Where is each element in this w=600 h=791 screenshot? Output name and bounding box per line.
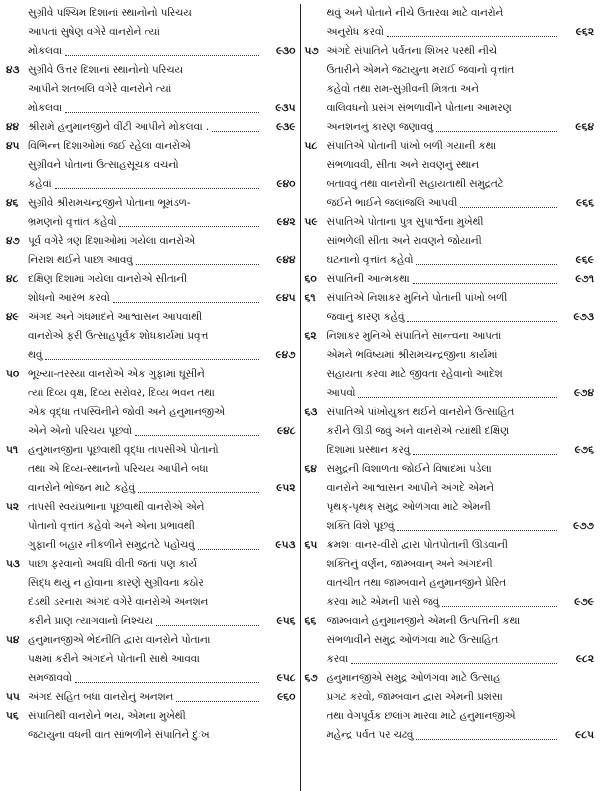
page-number: ૯૬૨: [575, 26, 594, 38]
entry-title-lastline: [28, 251, 296, 270]
entry-title-line: સમુદ્રની વિશાળતા જોઈને વિષાદમાં પડેલા: [326, 463, 492, 475]
toc-entry: [6, 707, 296, 745]
leader-dots: [138, 492, 259, 493]
leader-dots: [119, 226, 258, 227]
page-number: ૯૪૪: [276, 254, 296, 266]
entry-title: [28, 61, 296, 118]
entry-number: ૬૫: [304, 539, 318, 551]
entry-title: [326, 137, 594, 213]
entry-title-line: વાનરોએ ફરી ઉત્સાહપૂર્વક શોધકાર્યમાં પ્રવૃત્ત: [28, 330, 209, 342]
page-number: ૯૭૭: [573, 520, 594, 532]
entry-title-line: ક્રમશઃ વાનર-વીરો દ્વારા પોતપોતાની ઊડવાની: [326, 539, 508, 551]
entry-title-line: નિશાકર મુનિએ સંપાતિને સાન્ત્વના આપતાં: [326, 330, 502, 342]
leader-dots: [113, 302, 259, 303]
toc-entry: [304, 403, 594, 460]
leader-dots: [436, 131, 557, 132]
entry-number: ૬૪: [304, 463, 317, 475]
entry-title: [326, 669, 594, 745]
entry-title-lastline: [326, 384, 594, 403]
entry-title: [28, 631, 296, 688]
entry-title-line: થવું અને પોતાને નીચે ઉતારવા માટે વાનરોને: [326, 7, 504, 19]
entry-title-line: સુગ્રીવને પોતાનાં ઉત્સાહસૂચક વચનો: [28, 159, 179, 171]
entry-title-line: કહેવો તથા રામ-સુગ્રીવની મિત્રતા અને: [326, 83, 479, 95]
entry-title: [28, 498, 296, 555]
entry-number: ૪૬: [6, 197, 19, 209]
entry-title-line: ત્યાં દિવ્ય વૃક્ષ, દિવ્ય સરોવર, દિવ્ય ભવન તથા: [28, 387, 215, 399]
toc-column-left: [6, 4, 296, 791]
entry-title-line: અંગદ સહિત બધા વાનરોનું અનશન: [28, 691, 174, 703]
leader-dots: [65, 55, 259, 56]
entry-title-lastline: [28, 346, 296, 365]
toc-entry: [304, 213, 594, 270]
leader-dots: [413, 454, 557, 455]
entry-title-line: હનુમાનજીએ સમુદ્ર ઓળંગવા માટે ઉત્સાહ: [326, 672, 501, 684]
entry-title-line: સુગ્રીવે પશ્ચિમ દિશાનાં સ્થાનોનો પરિચય: [28, 7, 192, 19]
entry-number: ૫૭: [304, 45, 319, 57]
entry-title-line: અંગદે સંપાતિને પર્વતના શિખર પરથી નીચે: [326, 45, 497, 57]
entry-title-line: સહાયતા કરવા માટે જીવતા રહેવાનો આદેશ: [326, 368, 503, 380]
entry-title: [28, 308, 296, 365]
entry-title: [28, 441, 296, 498]
leader-dots: [397, 530, 557, 531]
entry-title-lastline: [28, 479, 296, 498]
entry-title-line: ઘટનાનો વૃત્તાંત કહેવો: [326, 254, 414, 266]
page-number: ૯૭૬: [574, 444, 594, 456]
entry-title-line: ગુફાની બહાર નીકળીને સમુદ્રતટે પહોંચવું: [28, 539, 195, 551]
entry-title-lastline: [326, 270, 594, 289]
entry-title-line: પૃથક્-પૃથક્ સમુદ્ર ઓળંગવા માટે એમની: [326, 501, 491, 513]
entry-title-line: અંગદ અને ગંધમાદને આશ્વાસન આપવાથી: [28, 311, 203, 323]
entry-title-line: સાંભળેલી સીતા અને રાવણને જોયાની: [326, 235, 482, 247]
entry-title-line: હનુમાનજીએ ભેદનીતિ દ્વારા વાનરોને પોતાના: [28, 634, 211, 646]
toc-entry: [6, 688, 296, 707]
entry-number: ૫૮: [304, 140, 318, 152]
entry-title: [28, 137, 296, 194]
entry-title-lastline: [28, 213, 296, 232]
entry-title-line: તાપસી સ્વયંપ્રભાના પૂછવાથી વાનરોએ એને: [28, 501, 205, 513]
leader-dots: [65, 112, 259, 113]
entry-title-line: પાછા ફરવાનો અવધિ વીતી જતાં પણ કાર્ય: [28, 558, 197, 570]
entry-title-line: જવાનું કારણ કહેવું: [326, 311, 405, 323]
entry-title-lastline: [28, 422, 296, 441]
toc-entry: [6, 232, 296, 270]
entry-title-lastline: [28, 688, 296, 707]
leader-dots: [198, 549, 259, 550]
toc-entry: [6, 137, 296, 194]
toc-entry: [6, 61, 296, 118]
page-number: ૯૭૩: [573, 311, 594, 323]
entry-title-line: સુગ્રીવે શ્રીરામચન્દ્રજીને પોતાના ભૂમંડળ-: [28, 197, 191, 209]
entry-title: [28, 707, 296, 745]
entry-title-line: ઉતારીને એમને જટાયુના મરાઈ જવાનો વૃત્તાંત: [326, 64, 515, 76]
page-number: ૯૩૦: [275, 45, 296, 57]
entry-title-line: કરીને ઊડી જવું અને વાનરોએ ત્યાંથી દક્ષિણ: [326, 425, 510, 437]
entry-title-line: સંપાતિથી વાનરોને ભય, એમના મુખેથી: [28, 710, 186, 722]
entry-title-line: વિભિન્ન દિશાઓમાં જઈ રહેલા વાનરોએ: [28, 140, 191, 152]
entry-number: ૫૪: [6, 634, 20, 646]
entry-title-line: મોકલવા: [28, 45, 62, 57]
entry-title-lastline: [326, 23, 594, 42]
toc-entry: [6, 365, 296, 441]
entry-number: ૪૪: [6, 121, 20, 133]
toc-entry: [6, 194, 296, 232]
entry-title: [28, 555, 296, 631]
page-number: ૯૭૪: [573, 387, 594, 399]
toc-entry: [6, 631, 296, 688]
entry-title-line: સંપાતિએ નિશાકર મુનિને પોતાની પાંખો બળી: [326, 292, 508, 304]
entry-title-line: થવું: [28, 349, 43, 361]
entry-title-line: વાલિવધનો પ્રસંગ સંભળાવીને પોતાના આમરણ: [326, 102, 512, 114]
page-number: ૯૫૩: [275, 539, 296, 551]
toc-entry: [304, 327, 594, 403]
entry-title-line: એક વૃદ્ધા તપસ્વિનીને જોવી અને હનુમાનજીએ: [28, 406, 225, 418]
toc-entry: [304, 137, 594, 213]
entry-title-line: ભૂખ્યા-તરસ્યા વાનરોએ એક ગુફામાં ઘૂસીને: [28, 368, 205, 380]
entry-title-line: પોતાનો વૃત્તાંત કહેવો અને એના પ્રભાવથી: [28, 520, 195, 532]
page-number: ૯૪૨: [276, 216, 296, 228]
leader-dots: [45, 359, 258, 360]
entry-title: [28, 365, 296, 441]
toc-entry: [6, 498, 296, 555]
entry-title-lastline: [326, 118, 594, 137]
leader-dots: [416, 739, 557, 740]
entry-title-line: એમને ભવિષ્યમાં શ્રીરામચન્દ્રજીના કાર્યમાં: [326, 349, 498, 361]
entry-title: [326, 4, 594, 42]
entry-title-line: સંપાતિએ પોતાની પાંખો બળી ગયાની કથા: [326, 140, 497, 152]
entry-title: [326, 270, 594, 289]
entry-title-lastline: [28, 118, 296, 137]
page-number: ૯૪૭: [275, 349, 296, 361]
entry-title-lastline: [326, 251, 594, 270]
entry-title: [326, 460, 594, 536]
toc-entry: [304, 270, 594, 289]
entry-title-line: બતાવવું તથા વાનરોની સહાયતાથી સમુદ્રતટે: [326, 178, 504, 190]
entry-title: [28, 118, 296, 137]
entry-title-line: દિશામાં પ્રસ્થાન કરવું: [326, 444, 411, 456]
entry-title-line: કહેવાં: [28, 178, 52, 190]
entry-title-lastline: [28, 669, 296, 688]
entry-title-lastline: [326, 517, 594, 536]
entry-title-line: આપવો: [326, 387, 356, 399]
entry-number: ૪૭: [6, 235, 20, 247]
leader-dots: [136, 264, 259, 265]
entry-number: ૬૭: [304, 672, 318, 684]
toc-entry: [6, 118, 296, 137]
toc-entry: [6, 4, 296, 61]
entry-title-line: હનુમાનજીના પૂછવાથી વૃદ્ધા તાપસીએ પોતાનો: [28, 444, 219, 456]
leader-dots: [156, 625, 259, 626]
entry-title: [28, 688, 296, 707]
page-number: ૯૪૮: [276, 425, 296, 437]
entry-title-line: જટાયુના વધની વાત સાંભળીને સંપાતિને દુઃખ: [28, 729, 210, 741]
toc-entry: [304, 460, 594, 536]
entry-title-line: આપીને શતબલિ વગેરે વાનરોને ત્યાં: [28, 83, 172, 95]
toc-entry: [304, 536, 594, 612]
entry-title-line: સુગ્રીવે ઉત્તર દિશાનાં સ્થાનોનો પરિચય: [28, 64, 183, 76]
entry-number: ૫૩: [6, 558, 20, 570]
entry-title-lastline: [28, 175, 296, 194]
entry-title: [326, 612, 594, 669]
entry-title-line: સંભળાવીને સમુદ્ર ઓળંગવા માટે ઉત્સાહિત: [326, 634, 499, 646]
entry-number: ૫૨: [6, 501, 20, 513]
entry-number: ૬૨: [304, 330, 317, 342]
entry-title-line: દક્ષિણ દિશામાં ગયેલા વાનરોએ સીતાની: [28, 273, 187, 285]
page-number: ૯૬૪: [575, 121, 594, 133]
entry-title-line: પ્રગટ કરવો, જામ્બવાન દ્વારા એમની પ્રશંસા: [326, 691, 503, 703]
entry-title-line: શક્તિનું વર્ણન, જામ્બવાન્ અને અંગદની: [326, 558, 493, 570]
entry-title-line: સિદ્ધ થયું ન હોવાના કારણે સુગ્રીવના કઠોર: [28, 577, 204, 589]
entry-title-line: તથા વેગપૂર્વક છલાંગ મારવા માટે હનુમાનજીએ: [326, 710, 516, 722]
page-number: ૯૭૯: [574, 596, 594, 608]
entry-title-line: એને એનો પરિચય પૂછવો: [28, 425, 133, 437]
leader-dots: [75, 682, 259, 683]
entry-title: [326, 213, 594, 270]
entry-title-line: વાનરોને આશ્વાસન આપીને અંગદે એમને: [326, 482, 494, 494]
entry-number: ૬૩: [304, 406, 318, 418]
page-number: ૯૬૯: [575, 254, 594, 266]
entry-title-lastline: [28, 99, 296, 118]
entry-title-line: અનશનનું કારણ જણાવવું: [326, 121, 434, 133]
entry-title-line: સંપાતિએ પાંખોયુક્ત થઈને વાનરોને ઉત્સાહિત: [326, 406, 515, 418]
entry-title-line: શક્તિ વિશે પૂછવું: [326, 520, 395, 532]
leader-dots: [407, 321, 557, 322]
entry-number: ૫૫: [6, 691, 20, 703]
entry-title-line: કરવા માટે એમની પાસે જવું: [326, 596, 440, 608]
entry-title-lastline: [326, 308, 594, 327]
page-number: ૯૫૨: [276, 482, 296, 494]
page-number: ૯૩૫: [275, 102, 296, 114]
toc-column-right: [304, 4, 594, 791]
page-number: ૯૫૮: [276, 672, 296, 684]
entry-title: [28, 232, 296, 270]
toc-entry: [304, 289, 594, 327]
entry-title-lastline: [326, 194, 594, 213]
entry-title-line: પક્ષમાં કરીને અંગદને પોતાની સાથે આવવા: [28, 653, 200, 665]
entry-title-line: દંડથી ડરનારા અંગદ વગેરે વાનરોએ અનશન: [28, 596, 209, 608]
leader-dots: [358, 397, 557, 398]
page-number: ૯૮૫: [575, 729, 594, 741]
leader-dots: [135, 435, 258, 436]
entry-title-line: સંપાતિએ પોતાના પુત્ર સુપાર્શ્વના મુખેથી: [326, 216, 484, 228]
entry-title-lastline: [326, 593, 594, 612]
entry-number: ૫૯: [304, 216, 318, 228]
entry-title-line: ભ્રમણનો વૃત્તાંત કહેવો: [28, 216, 117, 228]
entry-title-line: કરવા: [326, 653, 348, 665]
entry-title-lastline: [326, 726, 594, 745]
toc-entry: [304, 669, 594, 745]
entry-number: ૬૧: [304, 292, 316, 304]
column-divider: [300, 4, 301, 791]
entry-title-lastline: [28, 536, 296, 555]
entry-number: ૪૯: [6, 311, 19, 323]
toc-entry: [6, 270, 296, 308]
entry-title-lastline: [326, 650, 594, 669]
page-number: ૯૭૧: [575, 273, 594, 285]
entry-title: [326, 289, 594, 327]
entry-title-lastline: [28, 289, 296, 308]
toc-entry: [6, 441, 296, 498]
toc-entry: [6, 308, 296, 365]
entry-title-line: કરીને પ્રાણ ત્યાગવાનો નિશ્ચય: [28, 615, 153, 627]
entry-title-line: શોધનો આરંભ કરવો: [28, 292, 110, 304]
page-number: ૯૪૫: [275, 292, 296, 304]
entry-title-line: અનુરોધ કરવો: [326, 26, 384, 38]
entry-title-line: પૂર્વ વગેરે ત્રણ દિશાઓમાં ગયેલા વાનરોએ: [28, 235, 195, 247]
page-number: ૯૬૬: [576, 197, 594, 209]
entry-title-lastline: [28, 42, 296, 61]
page-number: ૯૪૦: [276, 178, 296, 190]
leader-dots: [387, 36, 557, 37]
entry-number: ૫૦: [6, 368, 20, 380]
entry-number: ૪૫: [6, 140, 20, 152]
leader-dots: [413, 283, 557, 284]
entry-title: [326, 327, 594, 403]
entry-number: ૫૬: [6, 710, 19, 722]
entry-title-line: મોકલવા: [28, 102, 62, 114]
entry-number: ૬૬: [304, 615, 317, 627]
entry-title-line: સંભળાવવી, સીતા અને રાવણનું સ્થાન: [326, 159, 479, 171]
entry-title-line: તથા એ દિવ્ય-સ્થાનનો પરિચય આપીને બધા: [28, 463, 209, 475]
leader-dots: [442, 606, 557, 607]
toc-entry: [6, 555, 296, 631]
toc-entry: [304, 4, 594, 42]
page-number: ૯૫૬: [276, 615, 296, 627]
page-number: ૯૬૦: [277, 691, 296, 703]
entry-number: ૫૧: [6, 444, 19, 456]
entry-title-line: જઈને ભાઈને જલાંજલિ આપવી: [326, 197, 458, 209]
entry-number: ૬૦: [304, 273, 317, 285]
entry-title: [326, 42, 594, 137]
entry-title: [326, 536, 594, 612]
entry-title-line: વાનરોને ભોજન માટે કહેવું: [28, 482, 135, 494]
entry-title-lastline: [28, 612, 296, 631]
entry-title-line: શ્રીરામે હનુમાનજીને વીંટી આપીને મોકલવા .: [28, 121, 209, 133]
leader-dots: [55, 188, 259, 189]
page-number: ૯૩૯: [276, 121, 296, 133]
entry-title-line: મહેન્દ્ર પર્વત પર ચઢવું: [326, 729, 414, 741]
toc-entry: [304, 612, 594, 669]
entry-title-line: વાતચીત તથા જામ્બવાને હનુમાનજીને પ્રેરિત: [326, 577, 507, 589]
entry-title-line: આપતાં સુષેણ વગેરે વાનરોને ત્યાં: [28, 26, 160, 38]
entry-number: ૪૩: [6, 64, 20, 76]
entry-number: ૪૮: [6, 273, 19, 285]
entry-title: [28, 194, 296, 232]
entry-title: [326, 403, 594, 460]
leader-dots: [416, 264, 557, 265]
leader-dots: [212, 131, 259, 132]
entry-title-line: જામ્બવાને હનુમાનજીને એમની ઉત્પત્તિની કથા: [326, 615, 521, 627]
entry-title-line: નિરાશ થઈને પાછા આવવું: [28, 254, 133, 266]
leader-dots: [176, 701, 258, 702]
page-number: ૯૮૨: [575, 653, 594, 665]
entry-title-line: સમજાવવો: [28, 672, 72, 684]
entry-title: [28, 270, 296, 308]
entry-title-line: સંપાતિની આત્મકથા: [326, 273, 410, 285]
leader-dots: [460, 207, 557, 208]
leader-dots: [351, 663, 557, 664]
entry-title: [28, 4, 296, 61]
entry-title-lastline: [326, 441, 594, 460]
toc-entry: [304, 42, 594, 137]
